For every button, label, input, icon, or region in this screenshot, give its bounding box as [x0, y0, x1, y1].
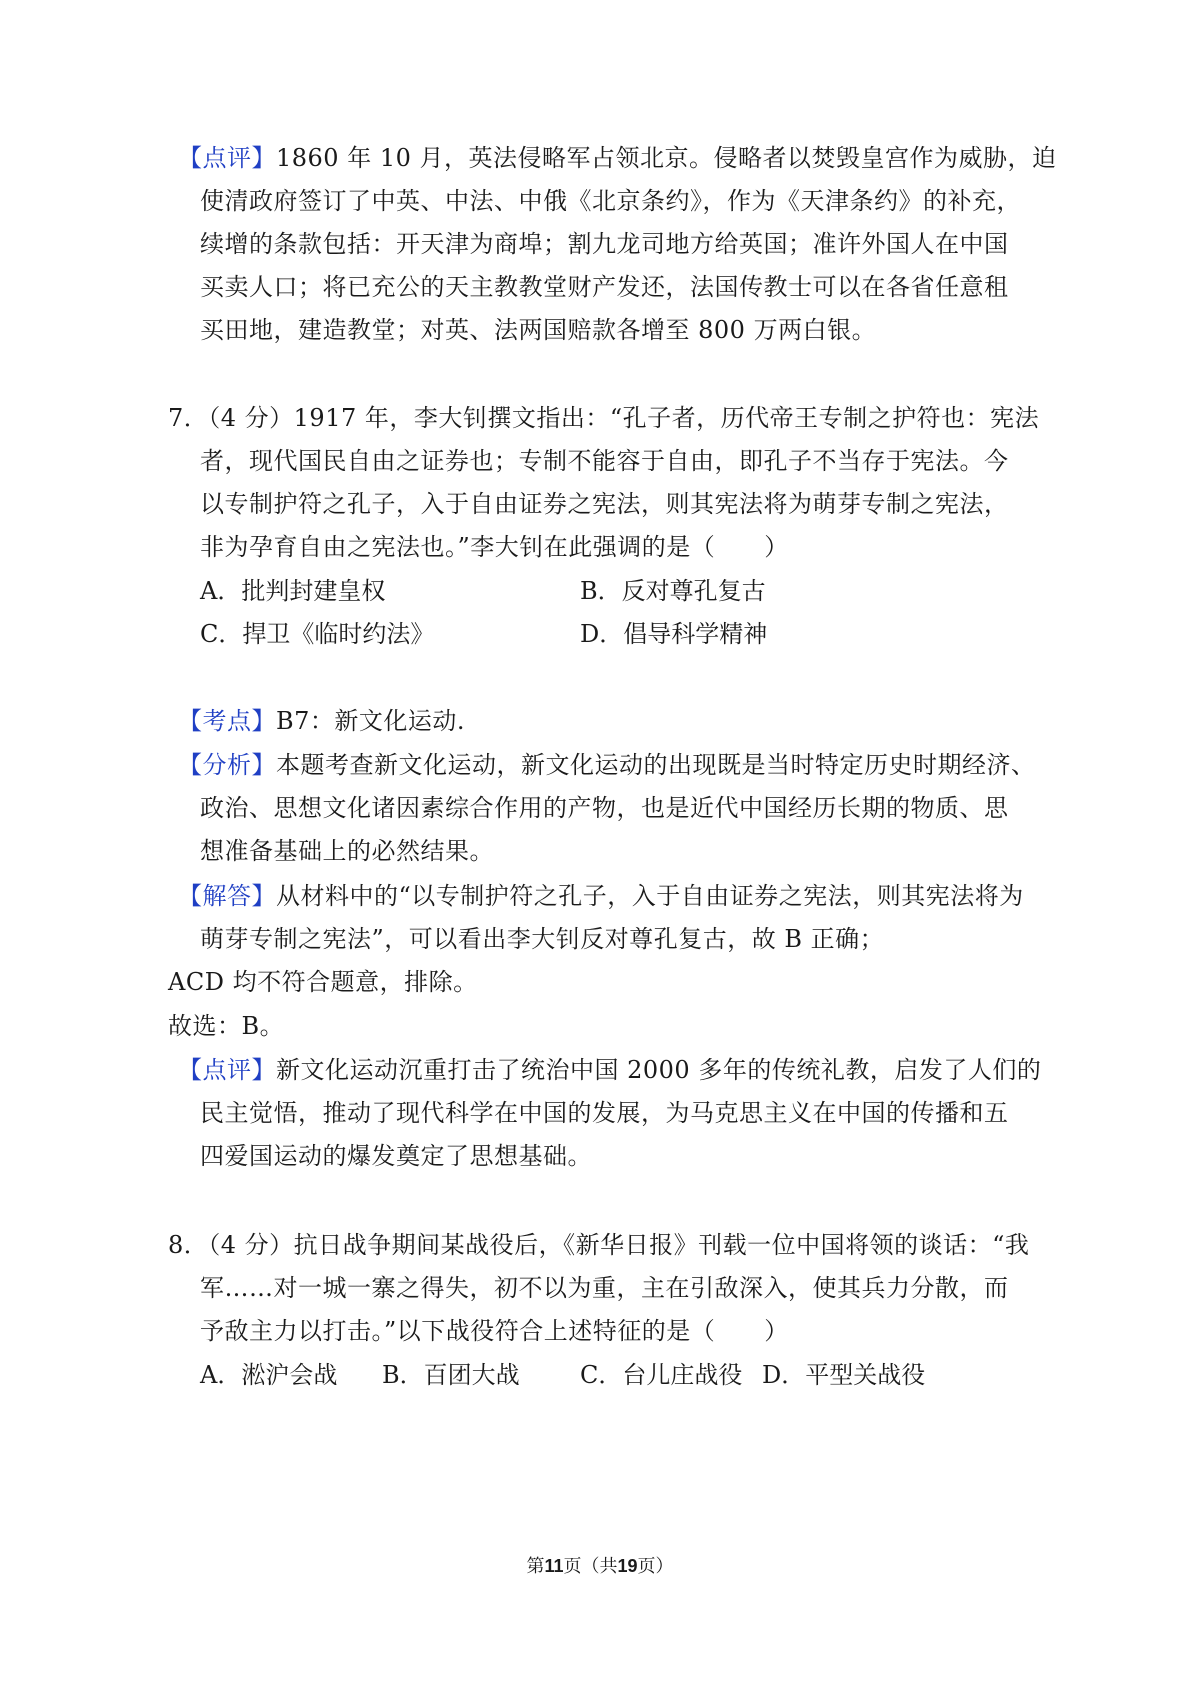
q8-option-c: C．台儿庄战役 [580, 1361, 743, 1389]
q8-option-b: B．百团大战 [382, 1361, 520, 1389]
fenxi-tag: 【分析】 [178, 751, 276, 779]
review6-line-3: 续增的条款包括：开天津为商埠；割九龙司地方给英国；准许外国人在中国 [200, 230, 1009, 258]
q7-dianping-line-3: 四爱国运动的爆发奠定了思想基础。 [200, 1142, 592, 1170]
q8-option-a: A．淞沪会战 [200, 1361, 338, 1389]
q7-jieda-line-3: ACD 均不符合题意，排除。 [168, 968, 478, 996]
q7-dianping-line-2: 民主觉悟，推动了现代科学在中国的发展，为马克思主义在中国的传播和五 [200, 1099, 1009, 1127]
review6-line-2: 使清政府签订了中英、中法、中俄《北京条约》，作为《天津条约》的补充， [200, 187, 1021, 215]
q7-jieda-line-1: 【解答】从材料中的“以专制护符之孔子，入于自由证券之宪法，则其宪法将为 [178, 882, 1024, 910]
q7-jieda-line-4: 故选：B。 [168, 1012, 285, 1040]
page-number: 11 [544, 1556, 564, 1576]
q8-stem-line-2: 军……对一城一寨之得失，初不以为重，主在引敌深入，使其兵力分散，而 [200, 1274, 1009, 1302]
q7-option-a: A．批判封建皇权 [200, 577, 386, 605]
dianping-tag: 【点评】 [178, 144, 276, 172]
review6-line-5: 买田地，建造教堂；对英、法两国赔款各增至 800 万两白银。 [200, 316, 877, 344]
review6-line-4: 买卖人口；将已充公的天主教教堂财产发还，法国传教士可以在各省任意租 [200, 273, 1009, 301]
q7-fenxi-line-3: 想准备基础上的必然结果。 [200, 837, 494, 865]
total-pages: 19 [617, 1556, 638, 1576]
dianping-tag: 【点评】 [178, 1056, 276, 1084]
q7-jieda-line-2: 萌芽专制之宪法”，可以看出李大钊反对尊孔复古，故 B 正确； [200, 925, 885, 953]
q7-dianping-line-1: 【点评】新文化运动沉重打击了统治中国 2000 多年的传统礼教，启发了人们的 [178, 1056, 1042, 1084]
q7-option-d: D．倡导科学精神 [580, 620, 768, 648]
q8-stem-line-3: 予敌主力以打击。”以下战役符合上述特征的是（ ） [200, 1317, 789, 1345]
page-footer: 第11页（共19页） [526, 1556, 674, 1577]
q7-stem-line-3: 以专制护符之孔子，入于自由证券之宪法，则其宪法将为萌芽专制之宪法， [200, 490, 1009, 518]
q7-fenxi-line-1: 【分析】本题考查新文化运动，新文化运动的出现既是当时特定历史时期经济、 [178, 751, 1036, 779]
q7-stem-line-2: 者，现代国民自由之证券也；专制不能容于自由，即孔子不当存于宪法。今 [200, 447, 1009, 475]
q7-stem-line-4: 非为孕育自由之宪法也。”李大钊在此强调的是（ ） [200, 533, 789, 561]
kaodian-tag: 【考点】 [178, 707, 276, 735]
q7-fenxi-line-2: 政治、思想文化诸因素综合作用的产物，也是近代中国经历长期的物质、思 [200, 794, 1009, 822]
review6-line-1: 【点评】1860 年 10 月，英法侵略军占领北京。侵略者以焚毁皇宫作为威胁，迫 [178, 144, 1057, 172]
q7-stem-line-1: 7．（4 分）1917 年，李大钊撰文指出：“孔子者，历代帝王专制之护符也：宪法 [168, 404, 1040, 432]
q7-kaodian: 【考点】B7：新文化运动. [178, 707, 466, 735]
jieda-tag: 【解答】 [178, 882, 276, 910]
q8-stem-line-1: 8．（4 分）抗日战争期间某战役后，《新华日报》刊载一位中国将领的谈话：“我 [168, 1231, 1030, 1259]
q8-option-d: D．平型关战役 [762, 1361, 926, 1389]
q7-option-b: B．反对尊孔复古 [580, 577, 766, 605]
q7-option-c: C．捍卫《临时约法》 [200, 620, 435, 648]
